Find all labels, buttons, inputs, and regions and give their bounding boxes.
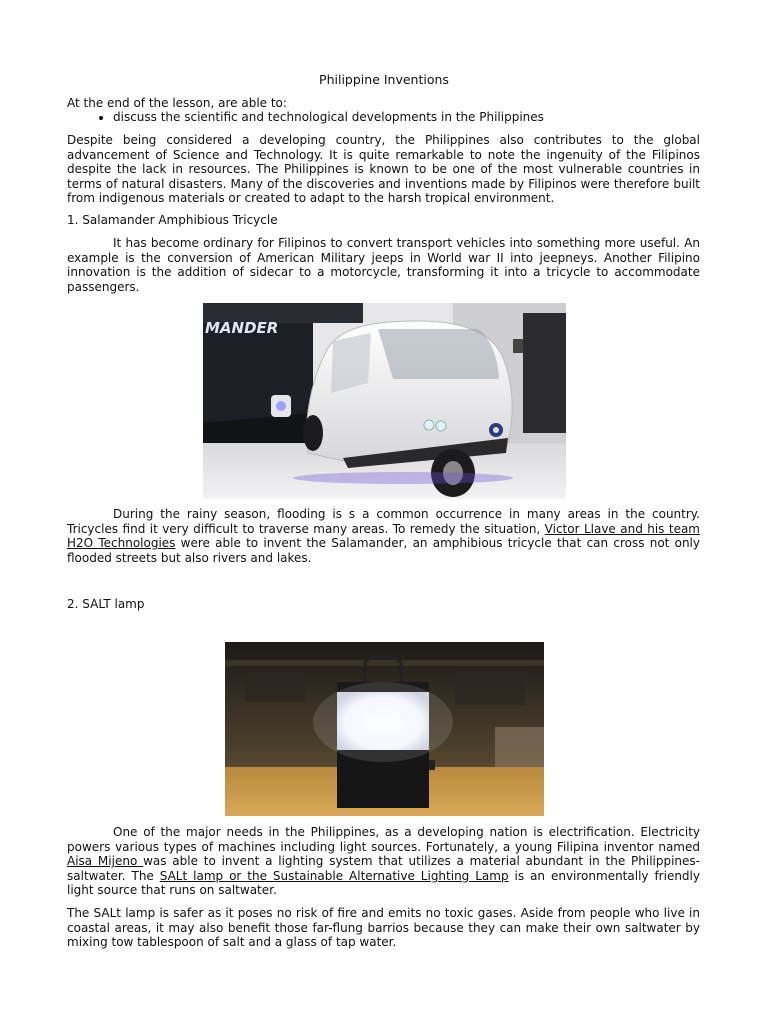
section1-paragraph-2-text-a: During the rainy season, flooding is s a common occurrence in many areas in the country. Tricycles find it very difficult to traverse many areas. To remedy the situation,: [67, 507, 700, 536]
aisa-mijeno-link[interactable]: Aisa Mijeno: [67, 854, 144, 869]
objective-intro: At the end of the lesson, are able to:: [67, 96, 287, 110]
salt-lamp-photo: [225, 642, 544, 816]
section2-paragraph-2: The SALt lamp is safer as it poses no risk of fire and emits no toxic gases. Aside from people who live in coastal areas, it may also benefit those far-flung barrios because they can make their own saltwater by mixing tow tablespoon of salt and a glass of tap water.: [67, 906, 700, 950]
brand-text: MANDER: [205, 319, 279, 337]
page-title: Philippine Inventions: [319, 72, 449, 87]
section2-paragraph-1: [67, 825, 700, 898]
section1-paragraph-2: [67, 507, 700, 565]
section1-heading: 1. Salamander Amphibious Tricycle: [67, 213, 278, 227]
victor-llave-link[interactable]: Victor Llave and his team H2O Technologies: [67, 521, 700, 551]
salamander-tricycle-photo: [203, 303, 566, 499]
section2-paragraph-1-text-b: was able to invent a lighting system that utilizes a material abundant in the Philippines-saltwater. The: [67, 854, 700, 883]
intro-paragraph: Despite being considered a developing country, the Philippines also contributes to the global advancement of Science and Technology. It is quite remarkable to note the ingenuity of the Filipinos despite the lack in resources. The Philippines is known to be one of the most vulnerable countries in terms of natural disasters. Many of the discoveries and inventions made by Filipinos were therefore built from indigenous materials or created to adapt to the harsh tropical environment.: [67, 133, 700, 206]
section1-paragraph-2-text-b: were able to invent the Salamander, an amphibious tricycle that can cross not only flooded streets but also rivers and lakes.: [67, 536, 700, 565]
salt-lamp-link[interactable]: SALt lamp or the Sustainable Alternative Lighting Lamp: [159, 868, 509, 883]
section2-paragraph-1-text-c: is an environmentally friendly light source that runs on saltwater.: [67, 868, 700, 898]
section2-paragraph-1-text-a: One of the major needs in the Philippines, as a developing nation is electrification. Electricity powers various types of machines including light sources. Fortunately, a young Filipina inventor named: [67, 825, 700, 854]
objective-list: [67, 110, 544, 125]
objective-item: • discuss the scientific and technological developments in the Philippines: [113, 110, 544, 125]
section2-heading: 2. SALT lamp: [67, 597, 145, 611]
section1-paragraph-1: It has become ordinary for Filipinos to convert transport vehicles into something more useful. An example is the conversion of American Military jeeps in World war II into jeepneys. Another Filipino innovation is the addition of sidecar to a motorcycle, transforming it into a tricycle to accommodate passengers.: [67, 236, 700, 294]
